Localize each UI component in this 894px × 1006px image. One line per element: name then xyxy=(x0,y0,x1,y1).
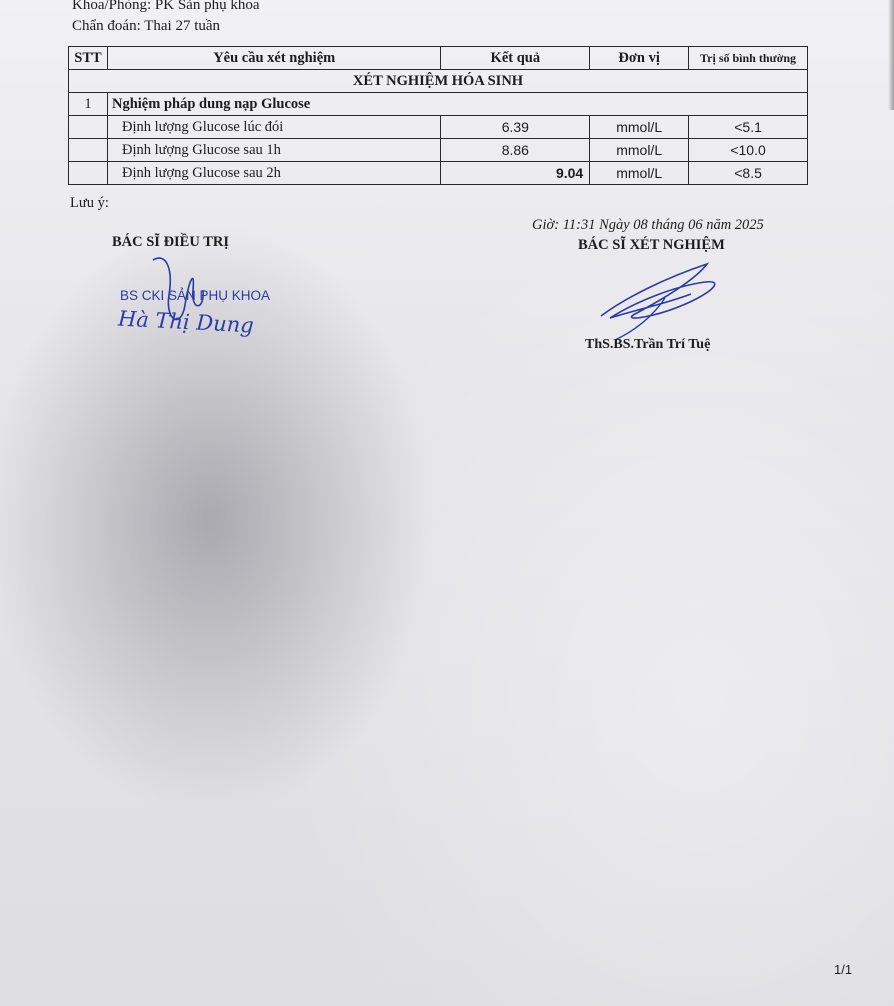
table-row xyxy=(69,139,808,162)
row-unit: mmol/L xyxy=(590,139,689,162)
header-stt: STT xyxy=(69,47,108,70)
group-stt: 1 xyxy=(69,93,108,116)
treating-doctor-stamp: BS CKI SẢN PHỤ KHOA xyxy=(120,288,271,303)
lab-doctor-name: ThS.BS.Trần Trí Tuệ xyxy=(585,337,711,352)
row-unit: mmol/L xyxy=(590,162,689,185)
group-row xyxy=(69,93,808,116)
group-name: Nghiệm pháp dung nạp Glucose xyxy=(107,93,807,116)
row-reference: <10.0 xyxy=(689,139,808,162)
page-number: 1/1 xyxy=(834,962,853,977)
row-reference: <8.5 xyxy=(689,162,808,185)
department-line: Khoa/Phòng: PK Sản phụ khoa xyxy=(72,0,260,13)
results-table xyxy=(68,46,808,185)
row-result: 8.86 xyxy=(441,139,590,162)
row-test: Định lượng Glucose sau 2h xyxy=(107,162,440,185)
row-stt-empty xyxy=(69,139,108,162)
diagnosis-line: Chẩn đoán: Thai 27 tuần xyxy=(72,18,221,34)
table-row xyxy=(69,116,808,139)
table-header-row xyxy=(69,47,808,70)
row-result-abnormal: 9.04 xyxy=(441,162,590,185)
header-unit: Đơn vị xyxy=(590,47,689,70)
timestamp: Giờ: 11:31 Ngày 08 tháng 06 năm 2025 xyxy=(532,217,764,233)
header-result: Kết quả xyxy=(441,47,590,70)
note-label: Lưu ý: xyxy=(70,195,109,211)
row-stt-empty xyxy=(69,162,108,185)
table-row xyxy=(69,162,808,185)
treating-doctor-title: BÁC SĨ ĐIỀU TRỊ xyxy=(112,234,229,250)
row-test: Định lượng Glucose sau 1h xyxy=(107,139,440,162)
row-reference: <5.1 xyxy=(689,116,808,139)
treating-doctor-name: Hà Thị Dung xyxy=(117,306,255,338)
lab-doctor-title: BÁC SĨ XÉT NGHIỆM xyxy=(578,237,725,253)
lab-doctor-signature xyxy=(595,258,725,343)
header-test: Yêu cầu xét nghiệm xyxy=(107,47,440,70)
section-title: XÉT NGHIỆM HÓA SINH xyxy=(69,70,808,93)
row-stt-empty xyxy=(69,116,108,139)
header-reference: Trị số bình thường xyxy=(689,47,808,70)
row-test: Định lượng Glucose lúc đói xyxy=(107,116,440,139)
paper-edge-shadow xyxy=(888,0,894,110)
row-unit: mmol/L xyxy=(590,116,689,139)
section-row xyxy=(69,70,808,93)
row-result: 6.39 xyxy=(441,116,590,139)
